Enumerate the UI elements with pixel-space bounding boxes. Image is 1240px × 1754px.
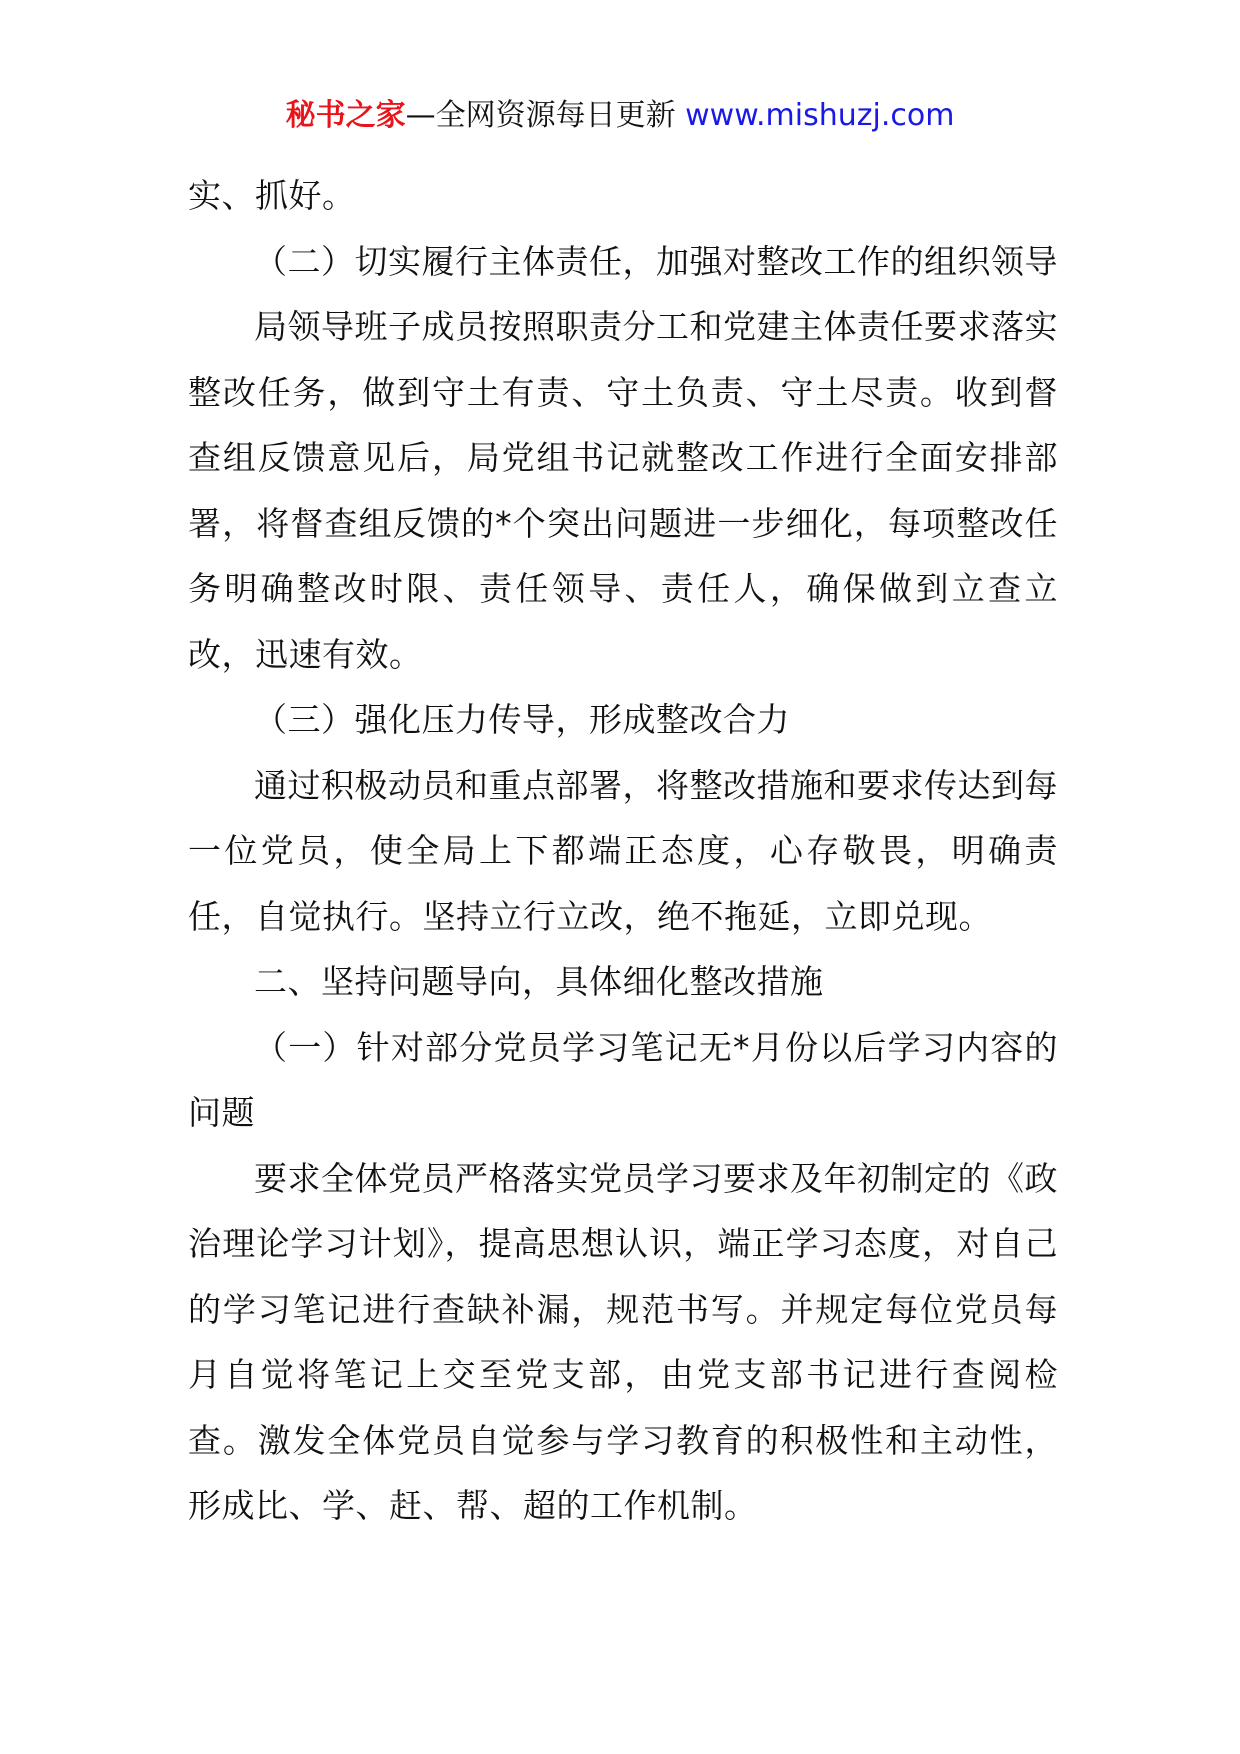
site-header	[0, 96, 1240, 136]
document-body	[188, 163, 1058, 1539]
body-paragraph: 要求全体党员严格落实党员学习要求及年初制定的《政治理论学习计划》，提高思想认识，端正学习态度，对自己的学习笔记进行查缺补漏，规范书写。并规定每位党员每月自觉将笔记上交至党支部，由党支部书记进行查阅检查。激发全体党员自觉参与学习教育的积极性和主动性，形成比、学、赶、帮、超的工作机制。	[188, 1158, 1058, 1525]
site-brand: 秘书之家	[285, 98, 406, 133]
section-heading-2: （二）切实履行主体责任，加强对整改工作的组织领导	[254, 241, 1058, 281]
body-paragraph: 通过积极动员和重点部署，将整改措施和要求传达到每一位党员，使全局上下都端正态度，心存敬畏，明确责任，自觉执行。坚持立行立改，绝不拖延，立即兑现。	[188, 765, 1058, 936]
site-url-link[interactable]: www.mishuzj.com	[685, 98, 955, 133]
body-paragraph: 局领导班子成员按照职责分工和党建主体责任要求落实整改任务，做到守土有责、守土负责、守土尽责。收到督查组反馈意见后，局党组书记就整改工作进行全面安排部署，将督查组反馈的*个突出问题进一步细化，每项整改任务明确整改时限、责任领导、责任人，确保做到立查立改，迅速有效。	[188, 307, 1058, 674]
paragraph-continuation: 实、抓好。	[188, 176, 356, 215]
chapter-heading: 二、坚持问题导向，具体细化整改措施	[254, 962, 824, 1001]
site-tagline: —全网资源每日更新	[405, 98, 686, 133]
section-heading-1: （一）针对部分党员学习笔记无*月份以后学习内容的问题	[188, 1027, 1058, 1132]
section-heading-3: （三）强化压力传导，形成整改合力	[254, 700, 790, 739]
